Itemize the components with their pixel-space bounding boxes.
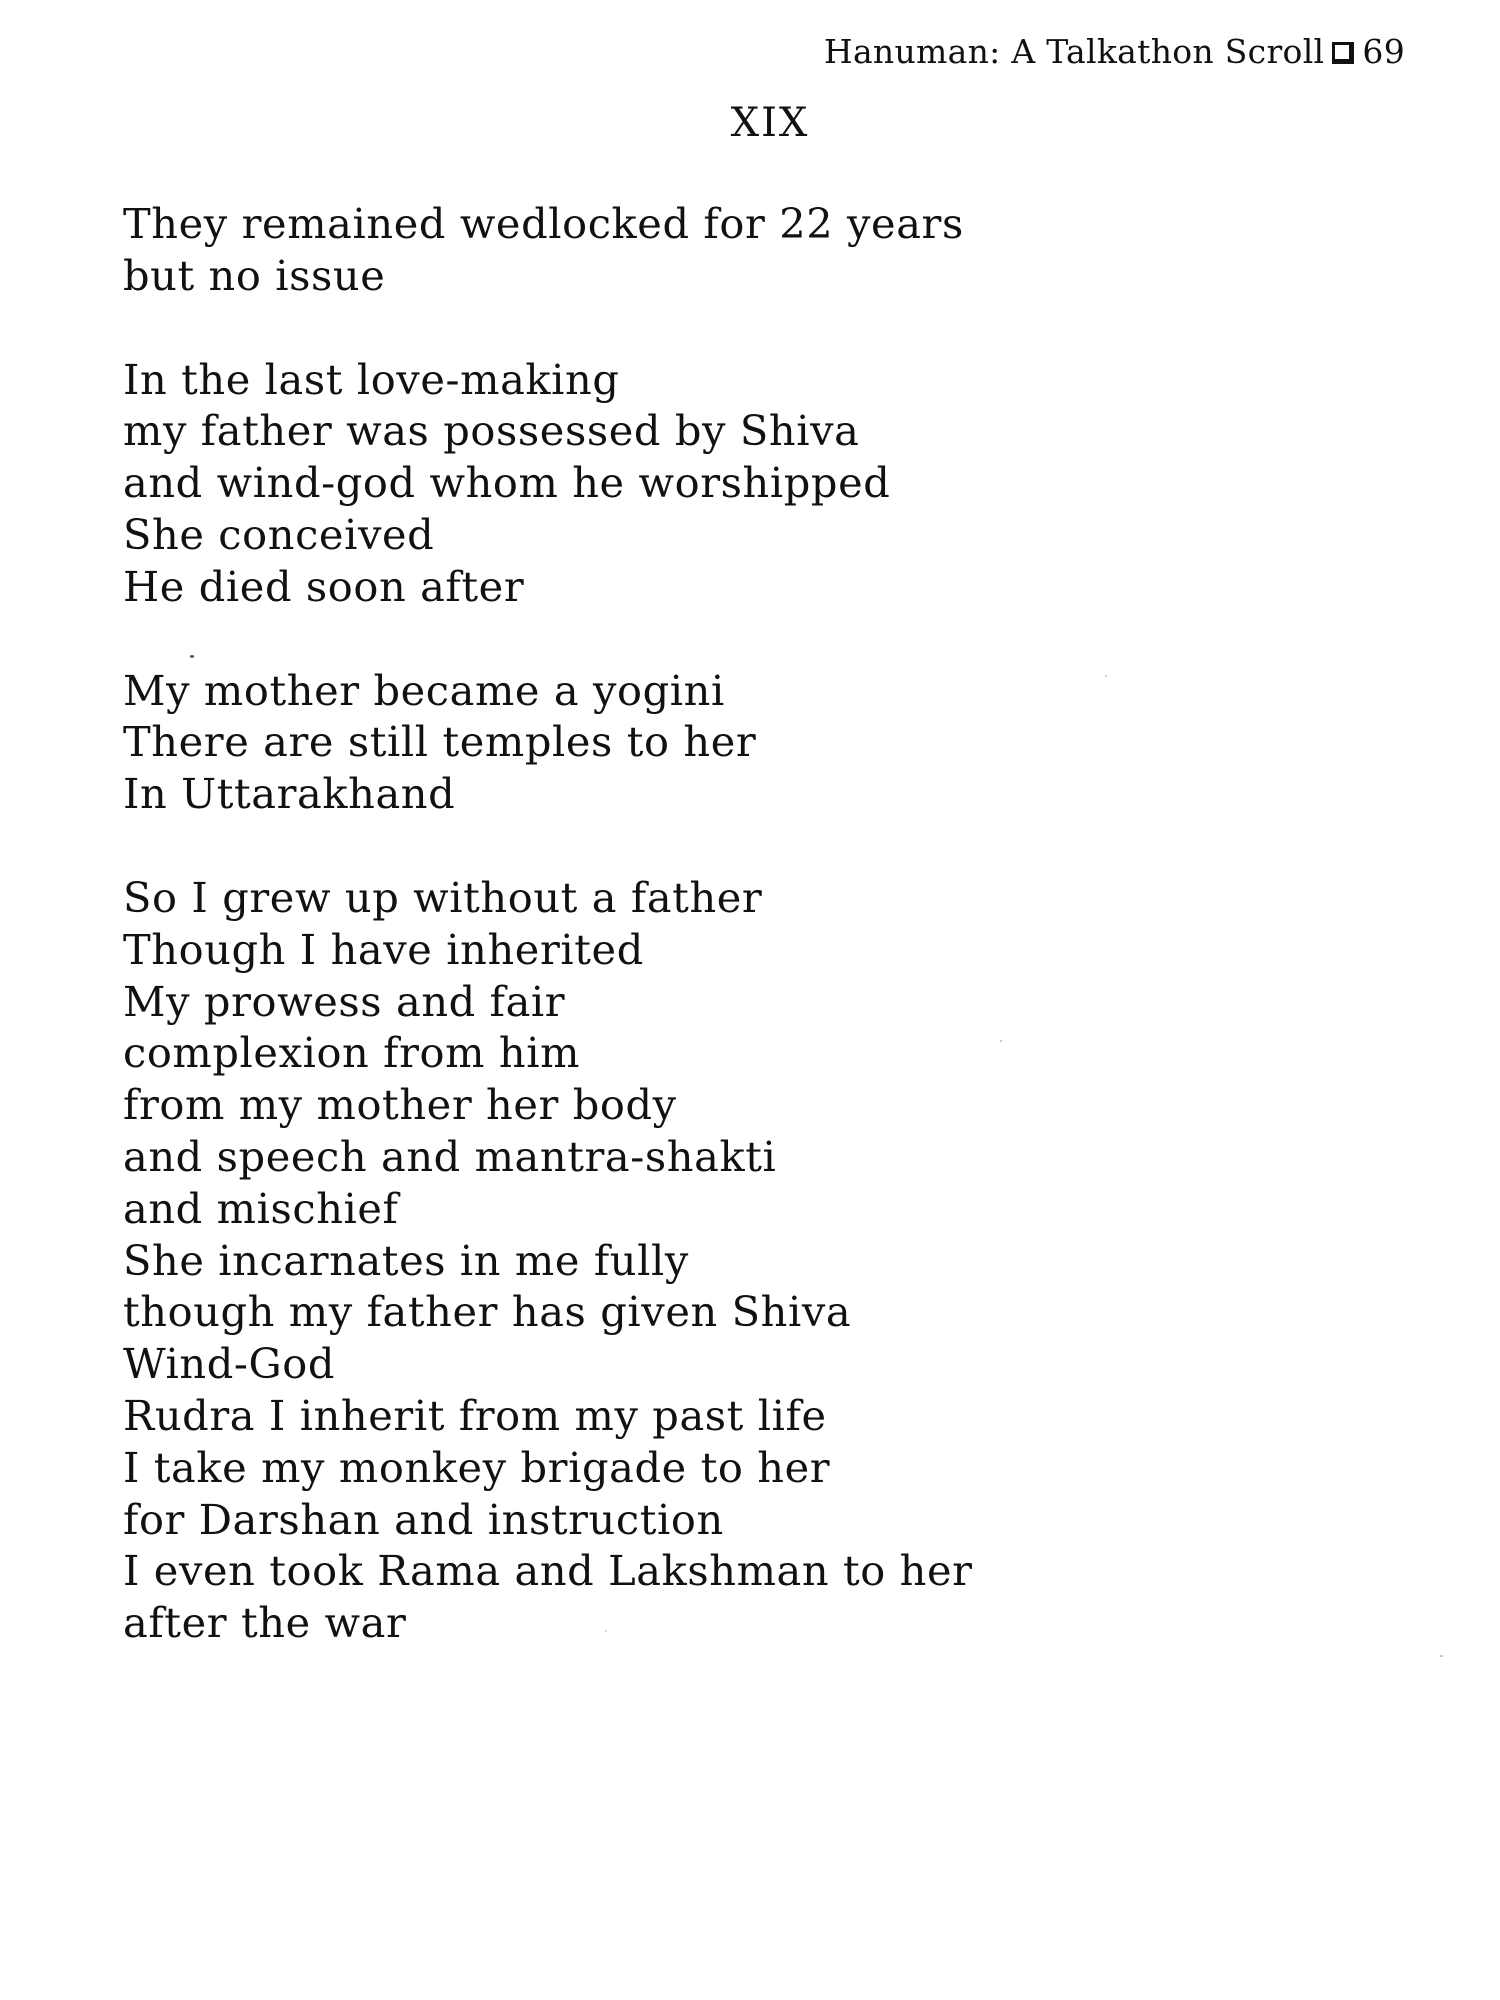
stanza xyxy=(123,665,1423,820)
poem-line: My mother became a yogini xyxy=(123,665,725,715)
poem-line: She incarnates in me fully xyxy=(123,1235,689,1285)
poem-line: I even took Rama and Lakshman to her xyxy=(123,1546,973,1596)
poem-line: but no issue xyxy=(123,250,386,300)
scan-speck xyxy=(605,1630,607,1632)
poem-line: In the last love-making xyxy=(123,354,620,404)
poem-line: from my mother her body xyxy=(123,1080,677,1130)
poem-line: for Darshan and instruction xyxy=(123,1494,724,1544)
scan-speck xyxy=(1000,1040,1002,1042)
poem-line: complexion from him xyxy=(123,1028,581,1078)
poem-line: Though I have inherited xyxy=(123,924,644,974)
poem-line: Rudra I inherit from my past life xyxy=(123,1390,827,1440)
poem-line: my father was possessed by Shiva xyxy=(123,406,860,456)
section-title: XIX xyxy=(730,100,810,146)
poem-line: after the war xyxy=(123,1598,407,1648)
poem-line: They remained wedlocked for 22 years xyxy=(123,199,964,248)
poem-line: and wind-god whom he worshipped xyxy=(123,458,891,508)
page-number: 69 xyxy=(1362,32,1405,71)
running-header xyxy=(824,32,1405,71)
poem xyxy=(123,198,1423,1701)
poem-line: Wind-God xyxy=(123,1339,336,1389)
stanza xyxy=(123,872,1423,1649)
poem-line: I take my monkey brigade to her xyxy=(123,1442,831,1492)
scan-speck xyxy=(1440,1655,1443,1657)
poem-line: though my father has given Shiva xyxy=(123,1287,852,1337)
poem-line: So I grew up without a father xyxy=(123,872,763,922)
poem-line: He died soon after xyxy=(123,561,525,611)
square-box-icon xyxy=(1332,42,1354,64)
poem-line: There are still temples to her xyxy=(123,717,757,767)
scan-speck xyxy=(1105,675,1107,677)
poem-line: My prowess and fair xyxy=(123,976,566,1026)
poem-line: and mischief xyxy=(123,1183,399,1233)
stanza xyxy=(123,198,1423,302)
running-title: Hanuman: A Talkathon Scroll xyxy=(823,32,1325,71)
stanza xyxy=(123,354,1423,613)
scan-speck xyxy=(190,655,194,658)
poem-line: In Uttarakhand xyxy=(123,769,456,819)
poem-line: She conceived xyxy=(123,509,435,559)
poem-line: and speech and mantra-shakti xyxy=(123,1131,777,1181)
